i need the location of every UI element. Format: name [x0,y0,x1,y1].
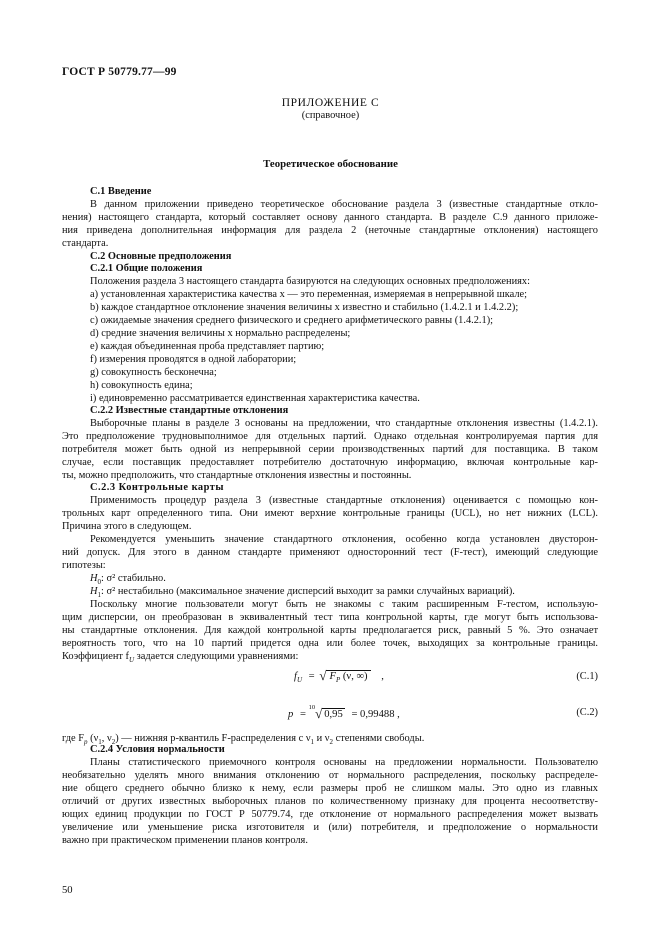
hypothesis-h1: $H_1$: σ² нестабильно (максимальное значение дисперсий выходит за рамки случайных вариаций). [90,586,515,600]
list-item: е) каждая объединенная проба представляет партию; [90,341,325,352]
paragraph-line: случае, если поставщик предоставляет потребителю достаточную информацию, включая контрольные кар- [62,457,598,468]
paragraph-line: ющих единиц продукции по ГОСТ Р 50779.74, где отклонение от нормального распределения может вызвать [62,809,598,820]
list-item [90,289,598,301]
formula-c1: $f_U$ = √ $F_P$ (ν, ∞) , [294,668,384,685]
list-item: d) средние значения величины x нормально распределены; [90,328,351,339]
sqrt-symbol: √ $F_P$ (ν, ∞) [319,669,370,683]
paragraph-line: Планы статистического приемочного контроля основаны на предложении нормальности. Пользователю [90,757,598,768]
paragraph-line: ты, можно предположить, что стандартные отклонения известны и постоянны. [62,470,412,481]
paragraph-line: Поскольку многие пользователи могут быть не знакомы с таким расширенным F-тестом, использую- [90,599,598,610]
list-item: b) каждое стандартное отклонение значения величины x известно и стабильно (1.4.2.1 и 1.4.2.2); [90,302,519,313]
paragraph-line: ны стандартные отклонения. Для каждой контрольной карты предполагается риск, равный 5 %. Это означает [62,625,598,636]
paragraph-line: важно при практическом применении планов контроля. [62,835,308,846]
hypothesis-h0: $H_0$: σ² стабильно. [90,573,166,587]
subsection-heading-c21: С.2.1 Общие положения [90,263,203,274]
list-item: с) ожидаемые значения среднего физического и среднего арифметического равны (1.4.2.1); [90,315,494,326]
equation-number-c2: (С.2) [576,707,598,718]
list-item: f) измерения проводятся в одной лаборатории; [90,354,297,365]
paragraph-line: Это предположение трудновыполнимое для отдельных партий. Однако отдельная контролируемая партия для [62,431,598,442]
paragraph-line: увеличение или уменьшение риска изготовителя и (или) потребителя, и предположение о нормальности [62,822,598,833]
paragraph-line: ние общего среднего обычно близко к нему, если размеры проб не слишком малы. Это одно из главных [62,783,598,794]
paragraph-line: нения) настоящего стандарта, который составляет основу данного стандарта. В разделе С.9 данного приложе- [62,212,598,223]
list-item: h) совокупность едина; [90,380,193,391]
paragraph-line: потребителя может быть одной из непрерывной серии производственных партий для поставщика. В таком [62,444,598,455]
paragraph-line: В данном приложении приведено теоретическое обоснование раздела 3 (известные стандартные откло- [90,199,598,210]
paragraph-line: Применимость процедур раздела 3 (известные стандартные отклонения) оценивается с помощью кон- [90,495,598,506]
paragraph-line: ний допуск. Для этого в данном стандарте применяют односторонний тест (F-тест), имеющий следующие [62,547,598,558]
paragraph-line: Рекомендуется уменьшить значение стандартного отклонения, особенно когда установлен двусторон- [90,534,598,545]
root-symbol: $^{10}$√ 0,95 [308,704,343,721]
paragraph-line: трольных карт определенного типа. Они имеют верхние контрольные границы (UCL), но нет нижних (LCL). [62,508,598,519]
paragraph-line: необязательно уделять много внимания отклонению от нормального распределения, поскольку распределе- [62,770,598,781]
paragraph-line: щим дисперсии, он преобразован в эквивалентный тест типа контрольной карты, где могут быть использова- [62,612,598,623]
subsection-heading-c24: С.2.4 Условия нормальности [90,744,225,755]
appendix-subtitle: (справочное) [301,110,360,121]
list-item-text: а) установленная характеристика качества x — это переменная, измеряемая в непрерывной шкале; [90,289,528,300]
section-heading-c2: С.2 Основные предположения [90,251,232,262]
formula-explanation: где $F_p$ ($\nu_1$, $\nu_2$) — нижняя p-квантиль F-распределения с $\nu_1$ и $\nu_2$ степенями свободы. [62,733,425,747]
paragraph-line: ния приведена дополнительная информация для раздела 2 (неточные стандартные отклонения) настоящего [62,225,598,236]
subsection-heading-c23: С.2.3 Контрольные карты [90,482,224,493]
standard-header: ГОСТ Р 50779.77—99 [62,66,177,78]
paragraph-line: Коэффициент $f_U$ задается следующими уравнениями: [62,651,299,665]
formula-c2: p = $^{10}$√ 0,95 = 0,99488 , [288,704,400,721]
paragraph-line: вероятность того, что на 10 партий придется одна или более точек, выходящих за контрольные границы. [62,638,598,649]
section-heading-c1: С.1 Введение [90,186,152,197]
appendix-title: ПРИЛОЖЕНИЕ С [281,97,380,109]
paragraph-line: Положения раздела 3 настоящего стандарта базируются на следующих основных предположениях: [90,276,531,287]
list-item: i) единовременно рассматривается единственная характеристика качества. [90,393,420,404]
paragraph-line: Выборочные планы в разделе 3 основаны на предложении, что стандартные отклонения известны (1.4.2.1). [90,418,598,429]
page-number: 50 [62,885,73,896]
list-item: g) совокупность бесконечна; [90,367,217,378]
document-title: Теоретическое обоснование [263,158,398,170]
paragraph-line: отличий от других известных выборочных планов по количественному признаку для процента несоответству- [62,796,598,807]
paragraph-line: гипотезы: [62,560,106,571]
equation-number-c1: (С.1) [576,671,598,682]
subsection-heading-c22: С.2.2 Известные стандартные отклонения [90,405,289,416]
paragraph-line: Причина этого в следующем. [62,521,192,532]
paragraph-line: стандарта. [62,238,109,249]
